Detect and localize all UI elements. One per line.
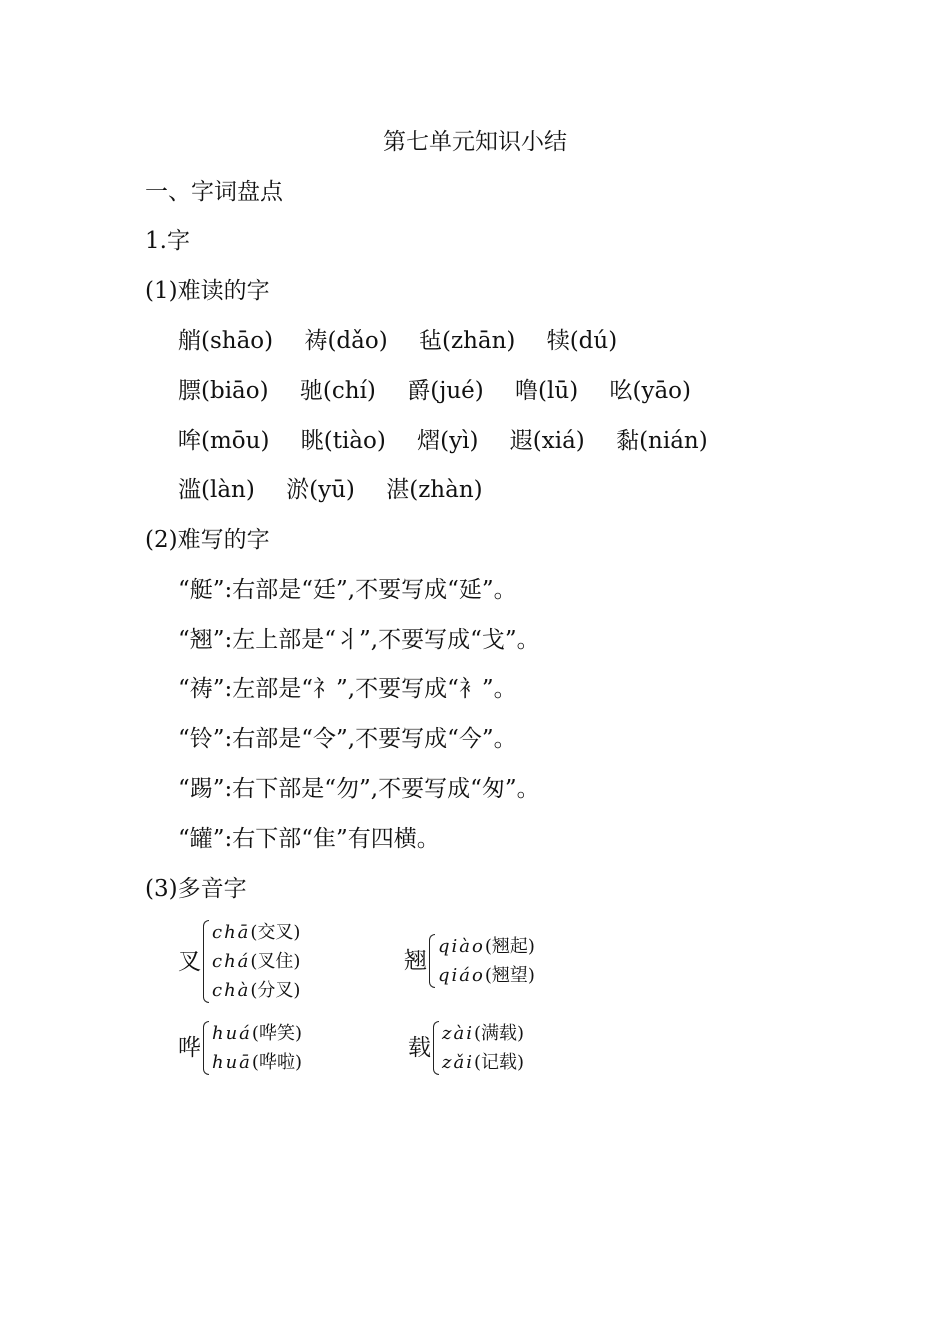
sub-heading: 1.字: [145, 228, 190, 254]
pinyin: chá: [212, 951, 251, 972]
writing-rule: “翘”:左上部是“⺦”,不要写成“戈”。: [178, 627, 540, 653]
pinyin: zǎi: [442, 1052, 474, 1073]
brace: [203, 920, 209, 1003]
reading-item: 艄(shāo): [178, 328, 274, 354]
reading-item: 淤(yū): [286, 477, 355, 503]
example-word: (叉住): [250, 951, 301, 972]
reading-item: 眺(tiào): [300, 428, 386, 454]
reading-item: 爵(jué): [407, 378, 484, 404]
page-title: 第七单元知识小结: [383, 129, 567, 155]
polyphonic-group: [178, 918, 300, 1005]
pinyin: zài: [442, 1023, 474, 1044]
reading-row: [178, 426, 732, 456]
brace: [429, 934, 435, 988]
reading-item: 湛(zhàn): [386, 477, 483, 503]
reading-row: [178, 326, 641, 356]
pinyin: qiáo: [438, 965, 485, 986]
pinyin: huá: [212, 1023, 252, 1044]
polyphonic-readings: [212, 1019, 302, 1077]
reading-item: 黏(nián): [616, 428, 708, 454]
polyphonic-readings: [212, 918, 300, 1005]
reading-item: 遐(xiá): [509, 428, 585, 454]
writing-rule: “祷”:左部是“礻”,不要写成“衤”。: [178, 676, 517, 702]
brace: [433, 1021, 439, 1075]
reading-item: 吆(yāo): [609, 378, 691, 404]
brace: [203, 1021, 209, 1075]
polyphonic-reading: [212, 1019, 302, 1048]
polyphonic-char: 翘: [404, 948, 427, 974]
polyphonic-reading: [438, 932, 535, 961]
polyphonic-reading: [442, 1048, 524, 1077]
example-word: (翘起): [484, 936, 535, 957]
writing-rule: “艇”:右部是“廷”,不要写成“延”。: [178, 577, 517, 603]
reading-item: 熠(yì): [417, 428, 479, 454]
polyphonic-group: [404, 932, 535, 990]
polyphonic-heading: (3)多音字: [145, 876, 247, 902]
polyphonic-group: [408, 1019, 524, 1077]
polyphonic-reading: [212, 976, 300, 1005]
polyphonic-reading: [212, 947, 300, 976]
polyphonic-readings: [438, 932, 535, 990]
polyphonic-reading: [212, 918, 300, 947]
reading-row: [178, 475, 507, 505]
pinyin: qiào: [438, 936, 485, 957]
example-word: (满载): [473, 1023, 525, 1044]
example-word: (记载): [473, 1052, 525, 1073]
example-word: (哗笑): [251, 1023, 302, 1044]
pinyin: chà: [212, 980, 251, 1001]
reading-item: 哞(mōu): [178, 428, 270, 454]
reading-item: 膘(biāo): [178, 378, 269, 404]
reading-item: 毡(zhān): [418, 328, 516, 354]
polyphonic-reading: [442, 1019, 524, 1048]
example-word: (交叉): [250, 922, 301, 943]
polyphonic-char: 叉: [178, 948, 201, 975]
reading-item: 滥(làn): [178, 477, 255, 503]
example-word: (分叉): [250, 980, 301, 1001]
reading-item: 噜(lū): [515, 378, 579, 404]
pinyin: chā: [212, 922, 251, 943]
polyphonic-readings: [442, 1019, 524, 1077]
writing-rule: “罐”:右下部“隹”有四横。: [178, 826, 440, 852]
writing-rule: “铃”:右部是“令”,不要写成“今”。: [178, 726, 517, 752]
reading-row: [178, 376, 715, 406]
section-heading: 一、字词盘点: [145, 179, 283, 205]
reading-item: 犊(dú): [546, 328, 618, 354]
polyphonic-group: [178, 1019, 302, 1077]
reading-item: 驰(chí): [299, 378, 376, 404]
example-word: (哗啦): [251, 1052, 302, 1073]
hard-write-heading: (2)难写的字: [145, 527, 270, 553]
hard-read-heading: (1)难读的字: [145, 278, 270, 304]
polyphonic-char: 载: [408, 1035, 431, 1061]
pinyin: huā: [212, 1052, 252, 1073]
polyphonic-char: 哗: [178, 1035, 201, 1061]
polyphonic-reading: [212, 1048, 302, 1077]
writing-rule: “踢”:右下部是“勿”,不要写成“匆”。: [178, 776, 540, 802]
polyphonic-reading: [438, 961, 535, 990]
example-word: (翘望): [484, 965, 535, 986]
reading-item: 祷(dǎo): [304, 328, 388, 354]
